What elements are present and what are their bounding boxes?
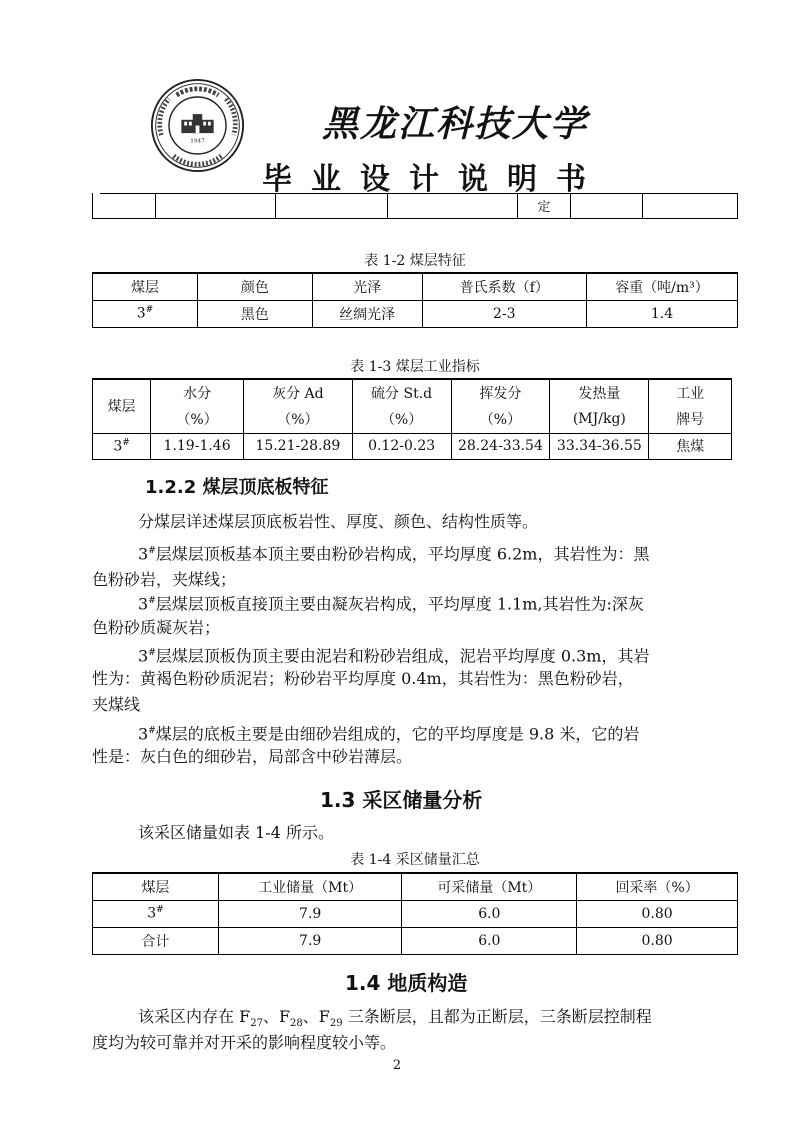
paragraph: 3#层煤层顶板伪顶主要由泥岩和粉砂岩组成，泥岩平均厚度 0.3m，其岩 [138, 646, 650, 666]
paragraph: 度均为较可靠并对开采的影响程度较小等。 [92, 1033, 397, 1052]
table-header-cell: 可采储量（Mt） [402, 873, 577, 900]
table-cell: 3# [93, 900, 219, 927]
table-cell: 7.9 [218, 900, 402, 927]
table-cell: 7.9 [218, 927, 402, 954]
table-header-cell: 普氏系数（f） [422, 273, 586, 300]
table-cell: 1.19-1.46 [151, 433, 244, 459]
table-1-4 [92, 872, 738, 955]
table-header-cell: 灰分 Ad [244, 379, 353, 406]
paragraph: 色粉砂岩，夹煤线； [92, 570, 237, 589]
table-row [93, 900, 738, 927]
logo-year: 1947 [190, 138, 205, 145]
table-cell: 3# [93, 300, 198, 327]
paragraph: 3#层煤层顶板基本顶主要由粉砂岩构成，平均厚度 6.2m，其岩性为：黑 [138, 544, 650, 564]
table-row [93, 300, 738, 327]
table-header-cell: 煤层 [93, 273, 198, 300]
table-header-cell: （%） [352, 406, 451, 433]
table-header-cell: 挥发分 [451, 379, 550, 406]
paragraph: 该采区储量如表 1-4 所示。 [138, 823, 334, 842]
header-info-table [92, 193, 738, 219]
table-1-4-caption: 表 1-4 采区储量汇总 [350, 852, 480, 868]
table-cell: 6.0 [402, 927, 577, 954]
table-header-cell: 水分 [151, 379, 244, 406]
table-cell: 2-3 [422, 300, 586, 327]
paragraph: 3#煤层的底板主要是由细砂岩组成的，它的平均厚度是 9.8 米，它的岩 [138, 724, 640, 744]
paragraph: 该采区内存在 $F_{27}$、$F_{28}$、$F_{29}$ 三条断层，且都为正断层，三条断层控制程 [138, 1007, 652, 1030]
table-row [93, 433, 732, 459]
document-title: 毕业设计说明书 [262, 162, 605, 197]
table-cell: 28.24-33.54 [451, 433, 550, 459]
header-cell-label: 定 [518, 193, 571, 219]
section-1-4-heading: 1.4 地质构造 [345, 971, 468, 995]
section-1-3-heading: 1.3 采区储量分析 [320, 788, 483, 812]
table-header-cell: 煤层 [93, 379, 151, 433]
paragraph: 分煤层详述煤层顶底板岩性、厚度、颜色、结构性质等。 [138, 512, 539, 531]
table-cell: 合计 [93, 927, 219, 954]
table-header-cell: 发热量 [550, 379, 649, 406]
section-1-2-2-heading: 1.2.2 煤层顶底板特征 [145, 477, 329, 498]
table-cell: 焦煤 [649, 433, 732, 459]
table-header-cell: (MJ/kg) [550, 406, 649, 433]
paragraph: 性是：灰白色的细砂岩，局部含中砂岩薄层。 [92, 747, 413, 766]
paragraph: 3#层煤层顶板直接顶主要由凝灰岩构成，平均厚度 1.1m,其岩性为:深灰 [138, 594, 644, 614]
table-cell: 1.4 [586, 300, 737, 327]
table-header-cell: 牌号 [649, 406, 732, 433]
university-name: 黑龙江科技大学 [322, 103, 589, 145]
table-header-cell: 容重（吨/m³） [586, 273, 737, 300]
table-cell: 3# [93, 433, 151, 459]
table-cell: 0.80 [577, 900, 738, 927]
table-row [93, 927, 738, 954]
table-header-cell: 光泽 [312, 273, 422, 300]
table-1-2-caption: 表 1-2 煤层特征 [364, 253, 466, 269]
table-1-3 [92, 378, 732, 460]
table-header-cell: （%） [151, 406, 244, 433]
page-number: 2 [392, 1058, 402, 1073]
table-cell: 6.0 [402, 900, 577, 927]
table-header-cell: 煤层 [93, 873, 219, 900]
paragraph: 色粉砂质凝灰岩； [92, 618, 221, 637]
table-cell: 0.12-0.23 [352, 433, 451, 459]
table-1-3-caption: 表 1-3 煤层工业指标 [350, 359, 480, 375]
table-header-cell: 硫分 St.d [352, 379, 451, 406]
table-cell: 15.21-28.89 [244, 433, 353, 459]
table-header-cell: 颜色 [197, 273, 312, 300]
table-header-cell: 工业储量（Mt） [218, 873, 402, 900]
university-seal-logo [150, 78, 245, 173]
table-header-cell: 回采率（%） [577, 873, 738, 900]
table-cell: 33.34-36.55 [550, 433, 649, 459]
paragraph: 性为：黄褐色粉砂质泥岩；粉砂岩平均厚度 0.4m，其岩性为：黑色粉砂岩， [92, 669, 634, 688]
paragraph: 夹煤线 [92, 695, 141, 714]
table-cell: 丝绸光泽 [312, 300, 422, 327]
table-cell: 黑色 [197, 300, 312, 327]
table-1-2 [92, 272, 738, 328]
table-header-cell: （%） [244, 406, 353, 433]
table-header-cell: （%） [451, 406, 550, 433]
table-header-cell: 工业 [649, 379, 732, 406]
header-rule [100, 193, 738, 194]
table-cell: 0.80 [577, 927, 738, 954]
